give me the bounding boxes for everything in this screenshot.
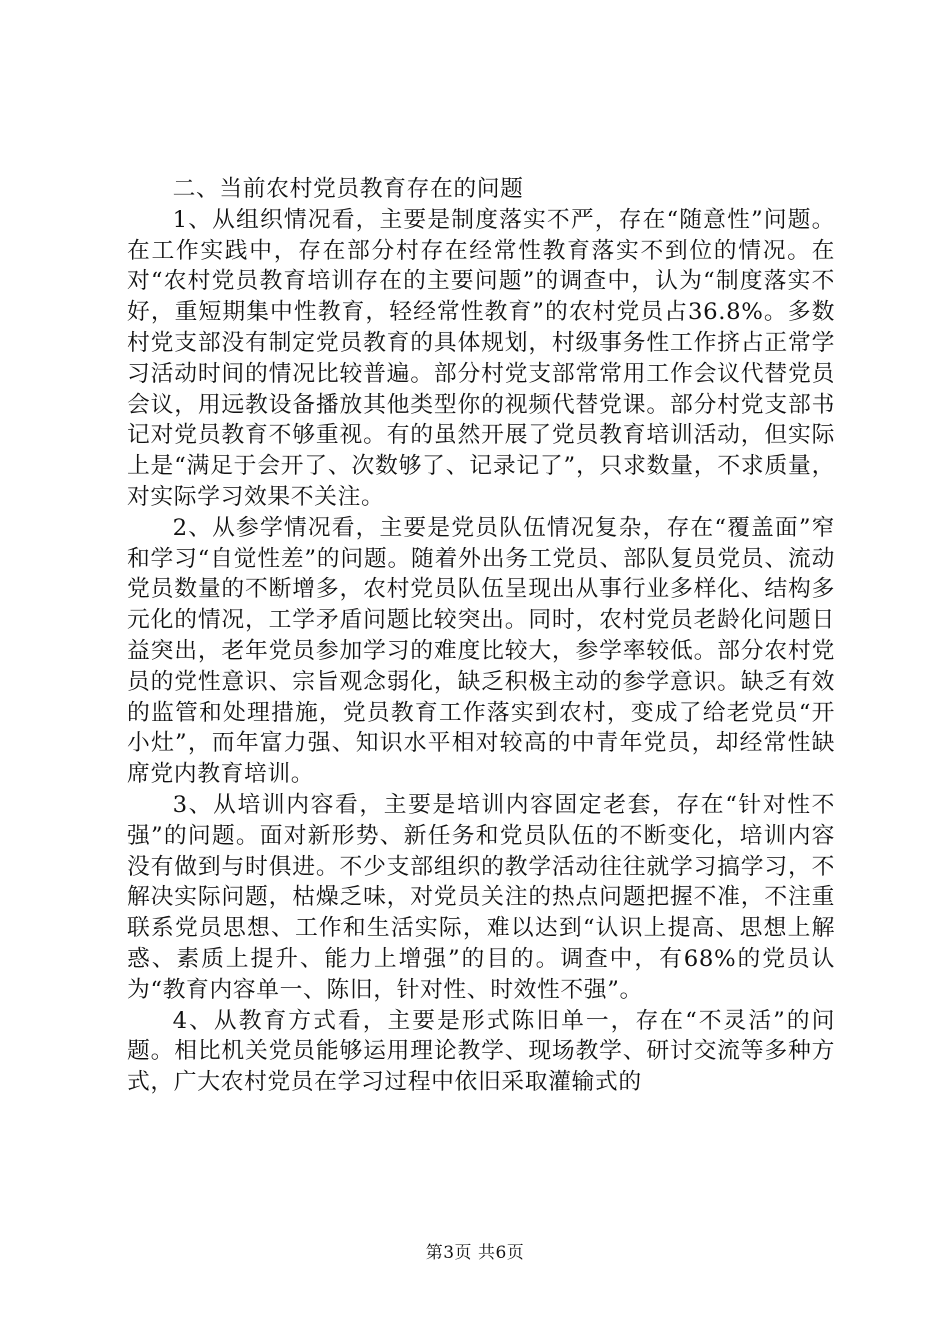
paragraph-training-content: 3、从培训内容看，主要是培训内容固定老套，存在“针对性不强”的问题。面对新形势、新任务和党员队伍的不断变化，培训内容没有做到与时俱进。不少支部组织的教学活动往往就学习搞学习，不解决实际问题，枯燥乏味，对党员关注的热点问题把握不准，不注重联系党员思想、工作和生活实际，难以达到“认识上提高、思想上解惑、素质上提升、能力上增强”的目的。调查中，有68%的党员认为“教育内容单一、陈旧，针对性、时效性不强”。 (127, 791, 835, 1003)
document-body (127, 174, 835, 1098)
paragraph-education-method: 4、从教育方式看，主要是形式陈旧单一，存在“不灵活”的问题。相比机关党员能够运用理论教学、现场教学、研讨交流等多种方式，广大农村党员在学习过程中依旧采取灌输式的 (127, 1007, 835, 1096)
section-heading: 二、当前农村党员教育存在的问题 (172, 176, 524, 202)
paragraph-organization: 1、从组织情况看，主要是制度落实不严，存在“随意性”问题。在工作实践中，存在部分村存在经常性教育落实不到位的情况。在对“农村党员教育培训存在的主要问题”的调查中，认为“制度落实不好，重短期集中性教育，轻经常性教育”的农村党员占36.8%。多数村党支部没有制定党员教育的具体规划，村级事务性工作挤占正常学习活动时间的情况比较普遍。部分村党支部常常用工作会议代替党员会议，用远教设备播放其他类型你的视频代替党课。部分村党支部书记对党员教育不够重视。有的虽然开展了党员教育培训活动，但实际上是“满足于会开了、次数够了、记录记了”，只求数量，不求质量，对实际学习效果不关注。 (127, 206, 835, 510)
page-number-footer: 第3页 共6页 (425, 1243, 525, 1263)
paragraph-participation: 2、从参学情况看，主要是党员队伍情况复杂，存在“覆盖面”窄和学习“自觉性差”的问题。随着外出务工党员、部队复员党员、流动党员数量的不断增多，农村党员队伍呈现出从事行业多样化、结构多元化的情况，工学矛盾问题比较突出。同时，农村党员老龄化问题日益突出，老年党员参加学习的难度比较大，参学率较低。部分农村党员的党性意识、宗旨观念弱化，缺乏积极主动的参学意识。缺乏有效的监管和处理措施，党员教育工作落实到农村，变成了给老党员“开小灶”，而年富力强、知识水平相对较高的中青年党员，却经常性缺席党内教育培训。 (127, 514, 835, 788)
